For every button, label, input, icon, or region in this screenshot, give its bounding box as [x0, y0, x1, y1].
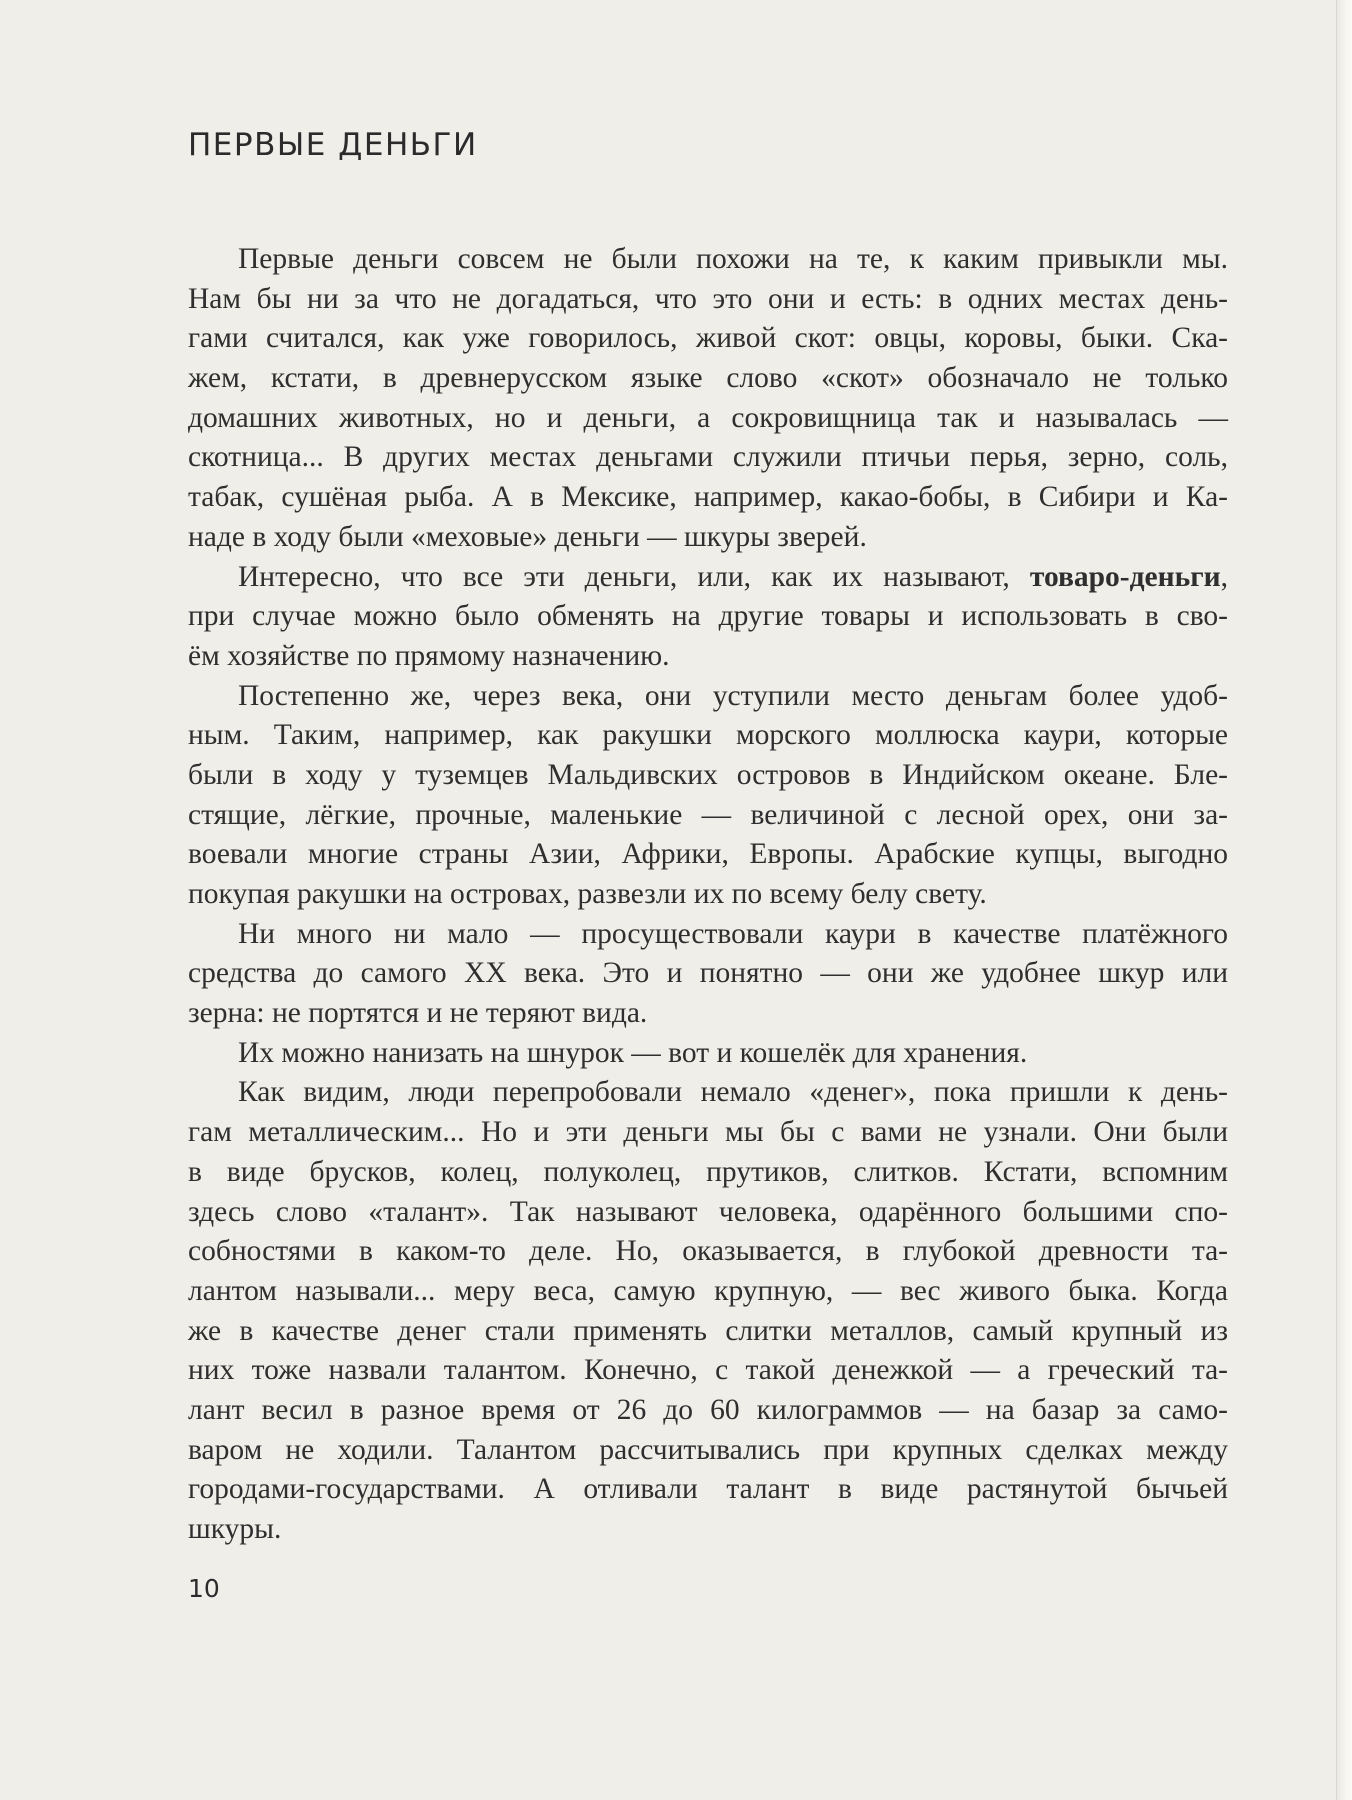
text-line: собностями в каком-то деле. Но, оказывается, в глубокой древности та-: [188, 1235, 1228, 1268]
term-bold: товаро-деньги: [1029, 560, 1221, 593]
text-line: домашних животных, но и деньги, а сокровищница так и называлась —: [188, 401, 1228, 434]
body-text: [188, 240, 1228, 1550]
text-line: Ни много ни мало — просуществовали каури в качестве платёжного: [238, 917, 1228, 950]
text-line: же в качестве денег стали применять слитки металлов, самый крупный из: [188, 1314, 1228, 1347]
text-line: при случае можно было обменять на другие товары и использовать в сво-: [188, 600, 1228, 633]
text-line: воевали многие страны Азии, Африки, Европы. Арабские купцы, выгодно: [188, 838, 1228, 871]
text-line: Первые деньги совсем не были похожи на те, к каким привыкли мы.: [238, 243, 1228, 275]
page-edge: [1336, 0, 1352, 1800]
text-line: покупая ракушки на островах, развезли их по всему белу свету.: [188, 878, 987, 910]
text-line: Как видим, люди перепробовали немало «денег», пока пришли к день-: [238, 1076, 1228, 1109]
text-line: Нам бы ни за что не догадаться, что это они и есть: в одних местах день-: [188, 282, 1228, 315]
text-line: стящие, лёгкие, прочные, маленькие — величиной с лесной орех, они за-: [188, 798, 1228, 831]
text-line: них тоже назвали талантом. Конечно, с такой денежкой — а греческий та-: [188, 1354, 1228, 1387]
page-number: 10: [188, 1574, 220, 1603]
text-line: гами считался, как уже говорилось, живой скот: овцы, коровы, быки. Ска-: [188, 322, 1228, 355]
text-run: ,: [1220, 560, 1229, 593]
text-line: гам металлическим... Но и эти деньги мы бы с вами не узнали. Они были: [188, 1116, 1228, 1149]
text-line: Постепенно же, через века, они уступили место деньгам более удоб-: [238, 679, 1228, 712]
text-line: шкуры.: [188, 1513, 282, 1545]
text-line: лант весил в разное время от 26 до 60 килограммов — на базар за само-: [188, 1393, 1228, 1426]
text-line: городами-государствами. А отливали талант в виде растянутой бычьей: [188, 1473, 1228, 1506]
chapter-heading: ПЕРВЫЕ ДЕНЬГИ: [188, 127, 478, 163]
text-line: наде в ходу были «меховые» деньги — шкуры зверей.: [188, 520, 867, 553]
text-line: здесь слово «талант». Так называют человека, одарённого большими спо-: [188, 1195, 1228, 1228]
text-line: Их можно нанизать на шнурок — вот и кошелёк для хранения.: [238, 1036, 1028, 1069]
text-line: зерна: не портятся и не теряют вида.: [188, 997, 648, 1030]
text-line: варом не ходили. Талантом рассчитывались при крупных сделках между: [188, 1433, 1228, 1466]
text-line: средства до самого XX века. Это и понятно — они же удобнее шкур или: [188, 957, 1228, 990]
text-line: скотница... В других местах деньгами служили птичьи перья, зерно, соль,: [188, 441, 1228, 474]
text-line: были в ходу у туземцев Мальдивских островов в Индийском океане. Бле-: [188, 758, 1228, 791]
text-line: в виде брусков, колец, полуколец, прутиков, слитков. Кстати, вспомним: [188, 1155, 1228, 1188]
text-run: Интересно, что все эти деньги, или, как их называют,: [238, 560, 1010, 593]
text-line: ным. Таким, например, как ракушки морского моллюска каури, которые: [188, 719, 1228, 752]
text-line: [188, 558, 1228, 598]
text-line: табак, сушёная рыба. А в Мексике, например, какао-бобы, в Сибири и Ка-: [188, 481, 1228, 514]
text-line: лантом называли... меру веса, самую крупную, — вес живого быка. Когда: [188, 1274, 1228, 1307]
text-line: жем, кстати, в древнерусском языке слово «скот» обозначало не только: [188, 362, 1228, 395]
text-line: ём хозяйстве по прямому назначению.: [188, 639, 670, 672]
